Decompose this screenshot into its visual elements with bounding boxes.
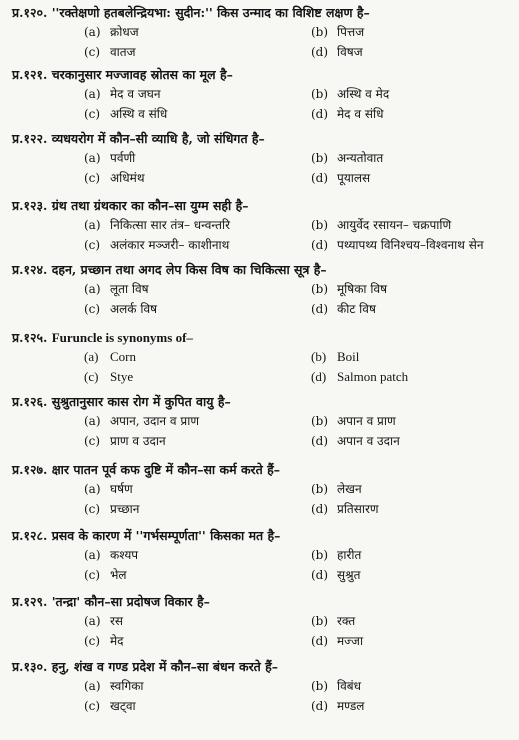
- question-block: [12, 130, 512, 190]
- question-line: [12, 130, 512, 148]
- option-d: [311, 105, 383, 123]
- option-b: [311, 546, 361, 564]
- option-text: सुश्रुत: [337, 568, 361, 582]
- option-text: मेद व संधि: [337, 107, 384, 121]
- option-text: कीट विष: [337, 302, 376, 316]
- question-line: [12, 4, 512, 22]
- question-number: प्र.१२९.: [12, 594, 48, 609]
- question-line: [12, 393, 512, 411]
- option-b: [311, 348, 359, 366]
- option-label: (c): [84, 434, 101, 448]
- option-b: [311, 23, 364, 41]
- option-label: (a): [84, 679, 101, 693]
- question-block: [12, 197, 512, 257]
- option-label: (d): [311, 302, 329, 316]
- option-label: (b): [311, 25, 329, 39]
- option-text: हारीत: [337, 548, 362, 562]
- option-label: (b): [311, 87, 329, 101]
- option-text: रक्त: [337, 614, 356, 628]
- question-number: प्र.१२८.: [12, 528, 48, 543]
- options-grid: [12, 215, 512, 257]
- question-text: Furuncle is synonyms of–: [51, 330, 193, 345]
- option-text: कश्यप: [110, 548, 139, 562]
- option-d: [311, 432, 400, 450]
- question-number: प्र.१२७.: [12, 462, 48, 477]
- option-label: (d): [311, 568, 329, 582]
- option-text: Stye: [110, 369, 134, 384]
- option-text: खट्वा: [110, 699, 136, 713]
- question-line: [12, 461, 512, 479]
- option-text: प्रतिसारण: [337, 502, 379, 516]
- option-b: [311, 149, 383, 167]
- question-line: [12, 527, 512, 545]
- option-text: मेद व जघन: [110, 87, 161, 101]
- option-label: (c): [84, 171, 101, 185]
- option-label: (d): [311, 502, 329, 516]
- option-c: [84, 105, 167, 123]
- option-text: अलर्क विष: [110, 302, 158, 316]
- option-a: [84, 546, 138, 564]
- question-text: सुश्रुतानुसार कास रोग में कुपित वायु है–: [51, 394, 231, 409]
- question-line: [12, 593, 512, 611]
- option-c: [84, 632, 124, 650]
- option-text: अन्यतोवात: [337, 151, 384, 165]
- option-text: अपान, उदान व प्राण: [110, 414, 200, 428]
- option-label: (c): [84, 634, 101, 648]
- option-a: [84, 149, 135, 167]
- option-label: (c): [84, 45, 101, 59]
- option-b: [311, 677, 361, 695]
- question-text: दहन, प्रच्छान तथा अगद लेप किस विष का चिकित्सा सूत्र है–: [51, 262, 327, 277]
- question-line: [12, 329, 512, 347]
- option-label: (d): [311, 171, 329, 185]
- option-label: (b): [311, 482, 329, 496]
- option-text: पथ्यापथ्य विनिश्चय–विश्वनाथ सेन: [337, 238, 484, 252]
- option-c: [84, 566, 127, 584]
- option-a: [84, 85, 161, 103]
- option-label: (b): [311, 282, 329, 296]
- option-label: (d): [311, 107, 329, 121]
- option-text: वातज: [110, 45, 136, 59]
- question-line: [12, 658, 512, 676]
- option-label: (a): [84, 218, 101, 232]
- option-a: [84, 216, 230, 234]
- question-number: प्र.१२४.: [12, 262, 48, 277]
- question-block: [12, 527, 512, 587]
- option-text: लेखन: [337, 482, 362, 496]
- option-text: अपान व प्राण: [337, 414, 396, 428]
- options-grid: [12, 84, 512, 126]
- option-c: [84, 697, 136, 715]
- question-line: [12, 197, 512, 215]
- option-text: प्रच्छान: [110, 502, 140, 516]
- option-text: अस्थि व मेद: [337, 87, 390, 101]
- option-text: स्वगिका: [110, 679, 144, 693]
- option-label: (a): [84, 282, 101, 296]
- option-a: [84, 412, 199, 430]
- question-block: [12, 461, 512, 521]
- option-label: (b): [311, 548, 329, 562]
- question-text: ''रक्तेक्षणो हतबलेन्द्रियभा: सुदीन:'' किस उन्माद का विशिष्ट लक्षण है–: [51, 5, 370, 20]
- option-label: (b): [311, 151, 329, 165]
- question-text: 'तन्द्रा' कौन–सा प्रदोषज विकार है–: [51, 594, 210, 609]
- option-label: (d): [311, 45, 329, 59]
- question-block: [12, 261, 512, 321]
- options-grid: [12, 411, 512, 453]
- option-b: [311, 85, 389, 103]
- option-label: (c): [84, 302, 101, 316]
- option-d: [311, 236, 484, 254]
- question-block: [12, 393, 512, 453]
- option-label: (a): [84, 414, 101, 428]
- option-text: मूषिका विष: [337, 282, 388, 296]
- option-text: घर्षण: [110, 482, 133, 496]
- question-number: प्र.१२३.: [12, 198, 48, 213]
- option-text: अलंकार मञ्जरी– काशीनाथ: [110, 238, 230, 252]
- option-b: [311, 412, 396, 430]
- question-line: [12, 261, 512, 279]
- option-text: रस: [110, 614, 124, 628]
- question-number: प्र.१३०.: [12, 659, 48, 674]
- option-text: भेल: [110, 568, 127, 582]
- option-d: [311, 368, 408, 386]
- option-c: [84, 432, 166, 450]
- option-label: (b): [311, 679, 329, 693]
- option-d: [311, 300, 376, 318]
- option-a: [84, 612, 123, 630]
- option-a: [84, 23, 139, 41]
- option-text: विबंध: [337, 679, 362, 693]
- option-text: पूयालस: [337, 171, 371, 185]
- option-d: [311, 697, 364, 715]
- option-text: Salmon patch: [337, 369, 409, 384]
- option-c: [84, 300, 157, 318]
- question-text: हनु, शंख व गण्ड प्रदेश में कौन–सा बंधन करते हैं–: [51, 659, 279, 674]
- option-label: (d): [311, 369, 327, 384]
- option-a: [84, 677, 144, 695]
- options-grid: [12, 611, 512, 653]
- question-block: [12, 66, 512, 126]
- question-number: प्र.१२०.: [12, 5, 48, 20]
- option-label: (c): [84, 568, 101, 582]
- option-text: क्रोधज: [110, 25, 139, 39]
- option-d: [311, 169, 370, 187]
- option-label: (a): [84, 349, 99, 364]
- option-text: मज्जा: [337, 634, 364, 648]
- question-text: चरकानुसार मज्जावह स्रोतस का मूल है–: [51, 67, 233, 82]
- option-b: [311, 216, 451, 234]
- option-label: (c): [84, 369, 99, 384]
- options-grid: [12, 22, 512, 64]
- question-number: प्र.१२६.: [12, 394, 48, 409]
- option-text: Corn: [110, 349, 136, 364]
- options-grid: [12, 479, 512, 521]
- options-grid: [12, 347, 512, 389]
- option-d: [311, 500, 379, 518]
- options-grid: [12, 545, 512, 587]
- option-a: [84, 480, 133, 498]
- option-label: (c): [84, 107, 101, 121]
- option-label: (d): [311, 434, 329, 448]
- option-text: लूता विष: [110, 282, 149, 296]
- option-text: प्राण व उदान: [110, 434, 166, 448]
- question-number: प्र.१२५.: [12, 330, 48, 345]
- option-text: विषज: [337, 45, 363, 59]
- option-b: [311, 480, 362, 498]
- option-c: [84, 169, 145, 187]
- option-d: [311, 566, 360, 584]
- question-block: [12, 658, 512, 718]
- option-text: निकित्सा सार तंत्र– धन्वन्तरि: [110, 218, 230, 232]
- option-c: [84, 368, 133, 386]
- option-c: [84, 500, 139, 518]
- option-b: [311, 280, 387, 298]
- question-text: क्षार पातन पूर्व कफ दुष्टि में कौन–सा कर्म करते हैं–: [51, 462, 281, 477]
- option-text: Boil: [337, 349, 360, 364]
- option-text: अस्थि व संधि: [110, 107, 168, 121]
- question-block: [12, 593, 512, 653]
- option-text: अधिमंथ: [110, 171, 145, 185]
- option-label: (b): [311, 218, 329, 232]
- option-label: (a): [84, 548, 101, 562]
- option-label: (b): [311, 349, 327, 364]
- option-label: (c): [84, 238, 101, 252]
- option-label: (a): [84, 482, 101, 496]
- option-text: आयुर्वेद रसायन– चक्रपाणि: [337, 218, 452, 232]
- option-a: [84, 348, 136, 366]
- option-label: (a): [84, 151, 101, 165]
- option-a: [84, 280, 149, 298]
- option-label: (d): [311, 238, 329, 252]
- question-number: प्र.१२२.: [12, 131, 48, 146]
- option-label: (c): [84, 699, 101, 713]
- option-label: (a): [84, 87, 101, 101]
- option-label: (b): [311, 414, 329, 428]
- option-label: (a): [84, 614, 101, 628]
- option-label: (d): [311, 699, 329, 713]
- option-text: पित्तज: [337, 25, 365, 39]
- question-text: ग्रंथ तथा ग्रंथकार का कौन–सा युग्म सही है–: [51, 198, 249, 213]
- options-grid: [12, 676, 512, 718]
- option-text: अपान व उदान: [337, 434, 400, 448]
- option-b: [311, 612, 355, 630]
- option-label: (a): [84, 25, 101, 39]
- option-label: (c): [84, 502, 101, 516]
- question-number: प्र.१२१.: [12, 67, 48, 82]
- options-grid: [12, 148, 512, 190]
- option-d: [311, 632, 363, 650]
- option-c: [84, 236, 229, 254]
- option-label: (d): [311, 634, 329, 648]
- option-text: मेद: [110, 634, 124, 648]
- options-grid: [12, 279, 512, 321]
- option-text: पर्वणी: [110, 151, 136, 165]
- question-text: व्यधयरोग में कौन–सी व्याधि है, जो संधिगत है–: [51, 131, 265, 146]
- question-block: [12, 329, 512, 389]
- question-text: प्रसव के कारण में ''गर्भसम्पूर्णता'' किसका मत है–: [51, 528, 281, 543]
- option-text: मण्डल: [337, 699, 365, 713]
- option-d: [311, 43, 363, 61]
- option-c: [84, 43, 136, 61]
- option-label: (b): [311, 614, 329, 628]
- question-line: [12, 66, 512, 84]
- question-block: [12, 4, 512, 64]
